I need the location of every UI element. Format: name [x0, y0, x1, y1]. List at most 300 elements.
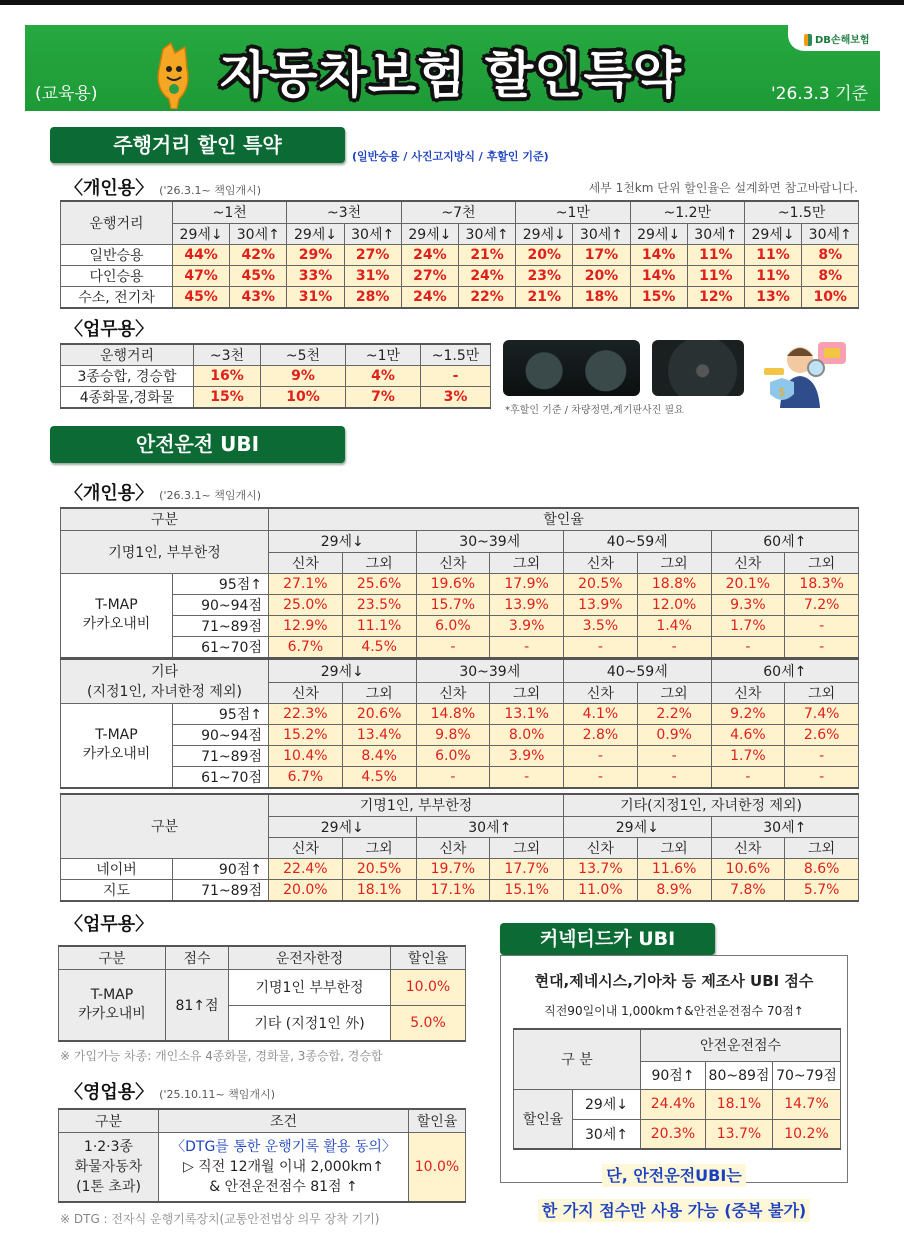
rate-cell: 45% — [173, 286, 230, 308]
warning-1 — [500, 1163, 848, 1186]
rate-cell: 17% — [573, 244, 630, 265]
mileage-subtitle: (일반승용 / 사진고지방식 / 후할인 기준) — [352, 150, 549, 163]
rate-cell: 20.6% — [342, 703, 416, 724]
rate-cell: 9.3% — [711, 594, 785, 615]
age-header: 30세↑ — [458, 223, 515, 244]
rate-cell: 18.1% — [706, 1089, 773, 1119]
ubi-business-label: 〈업무용〉 — [65, 914, 154, 935]
score-label: 90~94점 — [173, 594, 269, 615]
rate-cell: 14% — [630, 244, 687, 265]
rate-cell: 6.0% — [416, 745, 490, 766]
car-header: 그외 — [342, 552, 416, 573]
app-label: 지도 — [61, 879, 173, 901]
rate-cell: 28% — [344, 286, 401, 308]
rate-cell: 31% — [344, 265, 401, 286]
condition — [159, 1132, 409, 1202]
rate-cell: - — [711, 636, 785, 658]
car-header: 신차 — [564, 552, 638, 573]
car-header: 신차 — [564, 837, 638, 858]
group-header: 기타(지정1인, 자녀한정 제외) — [564, 794, 859, 816]
rate-cell: 19.6% — [416, 573, 490, 594]
rate-cell: 10.6% — [711, 858, 785, 879]
rate-cell: 20% — [516, 244, 573, 265]
score-label: 95점↑ — [173, 703, 269, 724]
rate-cell: 13.7% — [706, 1119, 773, 1149]
section-mileage: 주행거리 할인 특약 — [50, 127, 345, 163]
rate-cell: 8.9% — [637, 879, 711, 901]
score-header: 70~79점 — [773, 1061, 841, 1089]
age-header: 29세↓ — [516, 223, 573, 244]
score-label: 81↑점 — [166, 969, 229, 1041]
mileage-personal-label — [65, 174, 261, 200]
rate-cell: 7.4% — [785, 703, 859, 724]
rate-cell: 18% — [573, 286, 630, 308]
page-title: 자동차보험 할인특약 — [220, 46, 683, 104]
rate-cell: - — [711, 766, 785, 788]
inspector-icon — [760, 338, 852, 410]
business-note: ※ 가입가능 차종: 개인소유 4종화물, 경화물, 3종승합, 경승합 — [60, 1049, 383, 1063]
rate-cell: 20.1% — [711, 573, 785, 594]
age-header: 40~59세 — [564, 659, 712, 682]
car-header: 그외 — [342, 837, 416, 858]
header-cell: 구분 — [59, 946, 166, 969]
header-cell: 할인율 — [391, 946, 466, 969]
rate-cell: 19.7% — [416, 858, 490, 879]
rate-cell: 8.4% — [342, 745, 416, 766]
rate-cell: - — [490, 766, 564, 788]
car-header: 신차 — [711, 552, 785, 573]
rate-cell: 7.2% — [785, 594, 859, 615]
rate-cell: 15.7% — [416, 594, 490, 615]
app-label — [61, 703, 173, 788]
age-header: 29세↓ — [744, 223, 801, 244]
rate-cell: 20.5% — [564, 573, 638, 594]
score-label: 61~70점 — [173, 636, 269, 658]
rate-cell: 6.0% — [416, 615, 490, 636]
row-label: 수소, 전기차 — [61, 286, 173, 308]
rate-cell: 0.9% — [637, 724, 711, 745]
rate-cell: 5.0% — [391, 1005, 466, 1041]
line: 카카오내비 — [82, 746, 151, 762]
car-header: 그외 — [637, 682, 711, 703]
car-header: 신차 — [416, 682, 490, 703]
age-header: 30~39세 — [416, 530, 564, 552]
line: T-MAP — [95, 597, 138, 613]
header-cell: 구분 — [59, 1109, 159, 1132]
rate-cell: 13.4% — [342, 724, 416, 745]
rate-cell: 23% — [516, 265, 573, 286]
car-header: 신차 — [269, 837, 343, 858]
rate-cell: - — [785, 745, 859, 766]
rate-cell: 7% — [346, 387, 421, 409]
header-cell: 할인율 — [514, 1089, 573, 1149]
age-label: 30세↑ — [573, 1119, 641, 1149]
rate-cell: 3% — [421, 387, 491, 409]
rate-cell: 20.5% — [342, 858, 416, 879]
top-bar — [0, 0, 904, 5]
rate-cell: 1.7% — [711, 745, 785, 766]
row-label: 4종화물,경화물 — [61, 387, 194, 409]
car-header: 그외 — [785, 552, 859, 573]
rate-cell: 8% — [802, 244, 859, 265]
rate-cell: - — [637, 636, 711, 658]
rate-cell: 9.8% — [416, 724, 490, 745]
rate-cell: 13.7% — [564, 858, 638, 879]
header-cell: 조건 — [159, 1109, 409, 1132]
age-header: 29세↓ — [269, 530, 417, 552]
rate-cell: 15.2% — [269, 724, 343, 745]
header-cell: 운행거리 — [61, 344, 194, 366]
age-header: 30세↑ — [711, 816, 859, 837]
rate-cell: 11.1% — [342, 615, 416, 636]
rate-cell: 27.1% — [269, 573, 343, 594]
app-label — [59, 969, 166, 1041]
car-header: 신차 — [711, 837, 785, 858]
rate-cell: - — [637, 745, 711, 766]
rate-cell: 6.7% — [269, 636, 343, 658]
rate-cell: 21% — [516, 286, 573, 308]
car-header: 그외 — [637, 552, 711, 573]
rate-cell: 22.4% — [269, 858, 343, 879]
rate-cell: 12.0% — [637, 594, 711, 615]
car-header: 그외 — [785, 682, 859, 703]
rate-cell: 14.8% — [416, 703, 490, 724]
age-header: 30세↑ — [416, 816, 564, 837]
rate-cell: 44% — [173, 244, 230, 265]
age-header: 29세↓ — [287, 223, 344, 244]
header-cell: 구 분 — [514, 1029, 641, 1089]
age-header: 30세↑ — [802, 223, 859, 244]
rate-cell: 4.5% — [342, 636, 416, 658]
rate-cell: - — [785, 636, 859, 658]
rate-cell: 24.4% — [641, 1089, 706, 1119]
logo-icon — [804, 34, 812, 46]
photo-note: *후할인 기준 / 차량정면,계기판사진 필요 — [505, 405, 684, 416]
rate-cell: 20.3% — [641, 1119, 706, 1149]
rate-cell: 14% — [630, 265, 687, 286]
group-header — [61, 659, 269, 703]
rate-cell: 11% — [744, 244, 801, 265]
header-cell: 할인율 — [269, 508, 859, 530]
rate-cell: 13.9% — [490, 594, 564, 615]
ubi-table-other — [60, 658, 859, 789]
label-date: ('25.10.11~ 책임개시) — [159, 1088, 275, 1101]
connected-subtitle: 직전90일이내 1,000km↑&안전운전점수 70점↑ — [544, 1004, 804, 1018]
row-label: 일반승용 — [61, 244, 173, 265]
rate-cell: 31% — [287, 286, 344, 308]
rate-cell: 24% — [401, 244, 458, 265]
db-logo — [788, 25, 880, 51]
rate-cell: 8.6% — [785, 858, 859, 879]
ubi-table-naver — [60, 793, 859, 902]
driver-limit: 기타 (지정1인 外) — [229, 1005, 391, 1041]
line: T-MAP — [90, 986, 134, 1003]
line: 1·2·3종 — [83, 1138, 134, 1155]
score-label: 90~94점 — [173, 724, 269, 745]
mileage-business-label: 〈업무용〉 — [65, 319, 154, 340]
rate-cell: 15% — [630, 286, 687, 308]
rate-cell: 5.7% — [785, 879, 859, 901]
rate-cell: 22% — [458, 286, 515, 308]
rate-cell: 13.9% — [564, 594, 638, 615]
age-header: 29세↓ — [564, 816, 712, 837]
header-cell: 안전운전점수 — [641, 1029, 841, 1061]
rate-cell: 2.8% — [564, 724, 638, 745]
header-cell: ~3천 — [194, 344, 261, 366]
car-header: 신차 — [564, 682, 638, 703]
label-text: 〈영업용〉 — [65, 1082, 154, 1103]
header-cell: 구분 — [61, 508, 269, 530]
vehicle-type — [59, 1132, 159, 1202]
rate-cell: 10.0% — [391, 969, 466, 1005]
rate-cell: 15.1% — [490, 879, 564, 901]
ubi-business-table — [58, 945, 466, 1042]
age-header: 60세↑ — [711, 530, 859, 552]
rate-cell: 13.1% — [490, 703, 564, 724]
warning-text: 단, 안전운전UBI는 — [602, 1164, 746, 1187]
mascot-icon — [145, 39, 203, 109]
ubi-personal-label — [65, 479, 261, 505]
rate-cell: 42% — [230, 244, 287, 265]
rate-cell: - — [490, 636, 564, 658]
ubi-commercial-label — [65, 1078, 275, 1104]
section-connected: 커넥티드카 UBI — [500, 923, 715, 955]
row-label: 다인승용 — [61, 265, 173, 286]
rate-cell: - — [416, 766, 490, 788]
rate-cell: - — [564, 636, 638, 658]
car-header: 그외 — [490, 682, 564, 703]
car-header: 신차 — [416, 837, 490, 858]
group-header: 기명1인, 부부한정 — [61, 530, 269, 573]
rate-cell: 17.1% — [416, 879, 490, 901]
rate-cell: 3.5% — [564, 615, 638, 636]
rate-cell: 8% — [802, 265, 859, 286]
score-header: 80~89점 — [706, 1061, 773, 1089]
car-header: 신차 — [416, 552, 490, 573]
rate-cell: 15% — [194, 387, 261, 409]
rate-cell: 11% — [687, 265, 744, 286]
rate-cell: 20.0% — [269, 879, 343, 901]
age-header: 60세↑ — [711, 659, 859, 682]
line: T-MAP — [95, 727, 138, 743]
rate-cell: 10.0% — [409, 1132, 466, 1202]
mileage-note: 세부 1천km 단위 할인율은 설계화면 참고바랍니다. — [588, 181, 858, 195]
rate-cell: 23.5% — [342, 594, 416, 615]
rate-cell: 4.5% — [342, 766, 416, 788]
age-header: 40~59세 — [564, 530, 712, 552]
rate-cell: - — [785, 766, 859, 788]
car-header: 그외 — [490, 837, 564, 858]
rate-cell: 1.4% — [637, 615, 711, 636]
line: 카카오내비 — [82, 616, 151, 632]
header-cell: ~5천 — [261, 344, 346, 366]
ubi-table-named-couple — [60, 507, 859, 659]
age-header: 30~39세 — [416, 659, 564, 682]
distance-header: ~1.5만 — [744, 201, 858, 223]
section-ubi: 안전운전 UBI — [50, 426, 345, 463]
age-header: 29세↓ — [630, 223, 687, 244]
rate-cell: 6.7% — [269, 766, 343, 788]
car-header: 신차 — [711, 682, 785, 703]
header-cell: ~1만 — [346, 344, 421, 366]
label-text: 〈개인용〉 — [65, 178, 154, 199]
rate-cell: 7.8% — [711, 879, 785, 901]
driver-limit: 기명1인 부부한정 — [229, 969, 391, 1005]
row-label: 3종승합, 경승합 — [61, 366, 194, 387]
edu-label: (교육용) — [35, 84, 98, 104]
header-cell: ~1.5만 — [421, 344, 491, 366]
rate-cell: 16% — [194, 366, 261, 387]
header-cell: 할인율 — [409, 1109, 466, 1132]
rate-cell: 33% — [287, 265, 344, 286]
line: 기타 — [150, 664, 179, 681]
line: 카카오내비 — [78, 1005, 146, 1022]
mileage-business-table — [60, 343, 491, 409]
age-header: 30세↑ — [344, 223, 401, 244]
header-cell: 운행거리 — [61, 201, 173, 244]
rate-cell: - — [416, 636, 490, 658]
rate-cell: 3.9% — [490, 745, 564, 766]
label-text: 〈개인용〉 — [65, 483, 154, 504]
rate-cell: 4% — [346, 366, 421, 387]
distance-header: ~1만 — [516, 201, 630, 223]
age-header: 30세↑ — [230, 223, 287, 244]
score-label: 71~89점 — [173, 615, 269, 636]
rate-cell: 11% — [744, 265, 801, 286]
line: (지정1인, 자녀한정 제외) — [87, 684, 242, 701]
ubi-commercial-table — [58, 1108, 466, 1203]
rate-cell: 10.2% — [773, 1119, 841, 1149]
car-header: 신차 — [269, 682, 343, 703]
line: ▷ 직전 12개월 이내 2,000km↑ — [182, 1158, 385, 1175]
warning-text: 한 가지 점수만 사용 가능 (중복 불가) — [538, 1199, 810, 1222]
rate-cell: - — [637, 766, 711, 788]
rate-cell: 27% — [344, 244, 401, 265]
line: & 안전운전점수 81점 ↑ — [209, 1178, 358, 1195]
header-cell: 구분 — [61, 794, 269, 858]
gauge-photo — [652, 340, 744, 396]
header-cell: 점수 — [166, 946, 229, 969]
app-label: 네이버 — [61, 858, 173, 879]
rate-cell: 21% — [458, 244, 515, 265]
line: 〈DTG를 통한 운행기록 활용 동의〉 — [171, 1138, 396, 1155]
rate-cell: - — [564, 745, 638, 766]
rate-cell: 10% — [261, 387, 346, 409]
score-label: 90점↑ — [173, 858, 269, 879]
age-header: 29세↓ — [173, 223, 230, 244]
base-date: '26.3.3 기준 — [771, 84, 868, 104]
car-header: 그외 — [342, 682, 416, 703]
rate-cell: 14.7% — [773, 1089, 841, 1119]
rate-cell: 20% — [573, 265, 630, 286]
rate-cell: 2.6% — [785, 724, 859, 745]
car-header: 그외 — [785, 837, 859, 858]
rate-cell: 2.2% — [637, 703, 711, 724]
rate-cell: 10% — [802, 286, 859, 308]
distance-header: ~1천 — [173, 201, 287, 223]
rate-cell: 11% — [687, 244, 744, 265]
rate-cell: 45% — [230, 265, 287, 286]
distance-header: ~1.2만 — [630, 201, 744, 223]
rate-cell: 11.0% — [564, 879, 638, 901]
rate-cell: 4.6% — [711, 724, 785, 745]
rate-cell: - — [785, 615, 859, 636]
car-header: 그외 — [490, 552, 564, 573]
rate-cell: 12.9% — [269, 615, 343, 636]
age-header: 29세↓ — [401, 223, 458, 244]
rate-cell: 8.0% — [490, 724, 564, 745]
group-header: 기명1인, 부부한정 — [269, 794, 564, 816]
rate-cell: 24% — [458, 265, 515, 286]
rate-cell: 12% — [687, 286, 744, 308]
header-banner — [25, 25, 880, 111]
rate-cell: 43% — [230, 286, 287, 308]
distance-header: ~7천 — [401, 201, 515, 223]
rate-cell: 9.2% — [711, 703, 785, 724]
rate-cell: 4.1% — [564, 703, 638, 724]
label-date: ('26.3.1~ 책임개시) — [159, 489, 261, 502]
age-header: 29세↓ — [269, 659, 417, 682]
logo-text: DB손해보험 — [815, 35, 870, 46]
header-cell: 운전자한정 — [229, 946, 391, 969]
rate-cell: 22.3% — [269, 703, 343, 724]
label-date: ('26.3.1~ 책임개시) — [159, 184, 261, 197]
app-label — [61, 573, 173, 658]
rate-cell: 25.0% — [269, 594, 343, 615]
rate-cell: 18.1% — [342, 879, 416, 901]
score-header: 90점↑ — [641, 1061, 706, 1089]
rate-cell: 9% — [261, 366, 346, 387]
distance-header: ~3천 — [287, 201, 401, 223]
score-label: 71~89점 — [173, 879, 269, 901]
car-header: 그외 — [637, 837, 711, 858]
connected-title: 현대,제네시스,기아차 등 제조사 UBI 점수 — [534, 972, 814, 990]
dtg-note: ※ DTG : 전자식 운행기록장치(교통안전법상 의무 장착 기기) — [60, 1212, 380, 1226]
dashboard-photo — [503, 340, 640, 396]
age-header: 30세↑ — [573, 223, 630, 244]
rate-cell: 29% — [287, 244, 344, 265]
age-header: 30세↑ — [687, 223, 744, 244]
rate-cell: - — [421, 366, 491, 387]
svg-text:$: $ — [778, 385, 786, 399]
warning-2 — [500, 1198, 848, 1221]
line: (1톤 초과) — [76, 1178, 141, 1195]
mileage-personal-table — [60, 200, 859, 309]
connected-table — [513, 1028, 841, 1150]
score-label: 71~89점 — [173, 745, 269, 766]
rate-cell: 11.6% — [637, 858, 711, 879]
rate-cell: 18.3% — [785, 573, 859, 594]
rate-cell: 1.7% — [711, 615, 785, 636]
rate-cell: 27% — [401, 265, 458, 286]
rate-cell: 47% — [173, 265, 230, 286]
rate-cell: 17.9% — [490, 573, 564, 594]
age-label: 29세↓ — [573, 1089, 641, 1119]
rate-cell: 24% — [401, 286, 458, 308]
age-header: 29세↓ — [269, 816, 417, 837]
rate-cell: 3.9% — [490, 615, 564, 636]
rate-cell: 18.8% — [637, 573, 711, 594]
rate-cell: 17.7% — [490, 858, 564, 879]
rate-cell: 10.4% — [269, 745, 343, 766]
rate-cell: 13% — [744, 286, 801, 308]
car-header: 신차 — [269, 552, 343, 573]
line: 화물자동차 — [74, 1158, 143, 1175]
score-label: 61~70점 — [173, 766, 269, 788]
rate-cell: 25.6% — [342, 573, 416, 594]
score-label: 95점↑ — [173, 573, 269, 594]
rate-cell: - — [564, 766, 638, 788]
